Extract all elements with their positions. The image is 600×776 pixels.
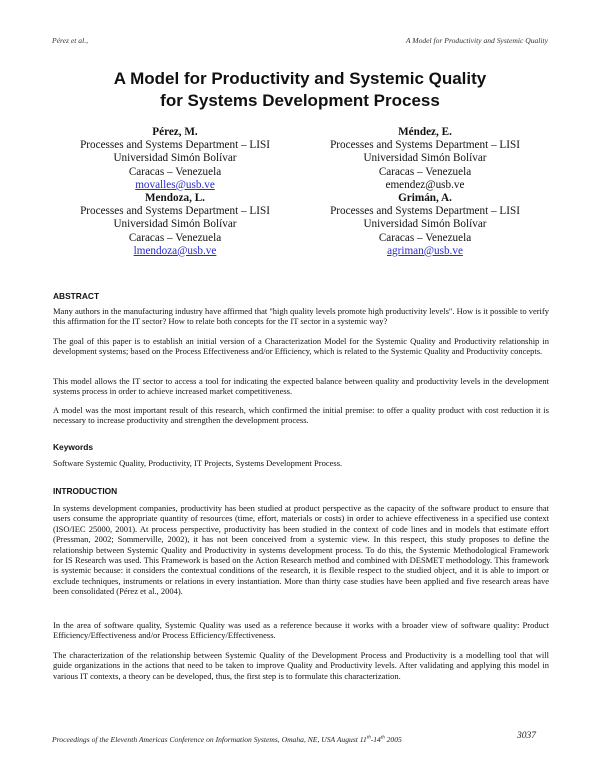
footer-end: 2005	[384, 735, 402, 744]
author-block-mendez	[300, 126, 550, 192]
footer-text: Proceedings of the Eleventh Americas Conference on Information Systems, Omaha, NE, USA August 11	[52, 735, 367, 744]
paper-title-line-2: for Systems Development Process	[160, 91, 440, 110]
abstract-paragraph: Many authors in the manufacturing industry have affirmed that "high quality levels promote high productivity levels". How is it possible to verify this affirmation for the IT sector? How to relate both concepts for the IT sector in a systemic way?	[53, 306, 549, 327]
author-location: Caracas – Venezuela	[378, 231, 472, 244]
abstract-paragraph: The goal of this paper is to establish an initial version of a Characterization Model for the Systemic Quality and Productivity relationship in development systems; based on the Process Effectiveness and/or Efficiency, which is related to the Systemic Quality and Productivity concepts.	[53, 336, 549, 357]
author-university: Universidad Simón Bolívar	[363, 152, 487, 165]
author-name: Mendoza, L.	[145, 192, 205, 204]
author-email-link[interactable]: agriman@usb.ve	[387, 244, 463, 257]
author-department: Processes and Systems Department – LISI	[80, 205, 270, 218]
abstract-heading: ABSTRACT	[53, 291, 100, 301]
proceedings-footer	[52, 735, 402, 744]
page-number: 3037	[517, 731, 536, 741]
author-name: Méndez, E.	[398, 126, 452, 138]
introduction-paragraph: In systems development companies, productivity has been studied at product perspective as the capacity of the software product to ensure that users consume the appropriate quantity of resources (time, effort, materials or costs) in order to achieve effectiveness in a specified use context (ISO/IEC 25000, 2001). At process perspective, productivity has been studied in the context of code lines and in models that estimate effort (Pressman, 2002; Sommerville, 2002), it has not been conceived from a systemic view. In this respect, this study proposes to define the relationship between Systemic Quality and Productivity in systems development process. To do this, the Systemic Methodological Framework for IS Research was used. This Framework is based on the Action Research method and combined with DESMET methodology. This framework is systemic because: it considers the contextual conditions of the research, it is flexible respect to the studied object, and it is able to import or exclude techniques, instruments or relations in every instantiation. More than thirty case studies have been applied and five research areas have been consolidated (Pérez et al., 2004).	[53, 503, 549, 597]
introduction-paragraph: In the area of software quality, Systemic Quality was used as a reference because it works with a broader view of software quality: Product Efficiency/Effectiveness and/or Process Efficiency/Effectiveness.	[53, 620, 549, 641]
author-email: emendez@usb.ve	[385, 178, 465, 191]
running-header-authors: Pérez et al.,	[52, 36, 88, 45]
author-location: Caracas – Venezuela	[128, 231, 222, 244]
author-name: Pérez, M.	[152, 126, 198, 138]
running-header-title: A Model for Productivity and Systemic Quality	[405, 36, 548, 45]
footer-sup-1: th	[366, 735, 371, 741]
author-university: Universidad Simón Bolívar	[113, 218, 237, 231]
introduction-paragraph: The characterization of the relationship between Systemic Quality of the Development Process and Productivity is a modelling tool that will guide organizations in the actions that need to be taken to improve Quality and Productivity levels. After validating and applying this model in various IT contexts, a theory can be developed, thus, the first step is to formulate this characterization.	[53, 650, 549, 681]
author-block-griman	[300, 192, 550, 258]
author-location: Caracas – Venezuela	[128, 165, 222, 178]
author-name: Grimán, A.	[398, 192, 452, 204]
keywords-heading: Keywords	[53, 442, 94, 452]
author-department: Processes and Systems Department – LISI	[330, 139, 520, 152]
author-university: Universidad Simón Bolívar	[113, 152, 237, 165]
running-header	[52, 36, 548, 50]
introduction-heading: INTRODUCTION	[53, 486, 118, 496]
author-email-link[interactable]: lmendoza@usb.ve	[133, 244, 217, 257]
author-block-perez	[50, 126, 300, 192]
paper-title-line-1: A Model for Productivity and Systemic Quality	[113, 69, 487, 88]
abstract-paragraph: This model allows the IT sector to access a tool for indicating the expected balance between quality and productivity levels in the development systems process in order to achieve increased market competitiveness.	[53, 376, 549, 397]
paper-title	[40, 68, 560, 112]
footer-sup-2: th	[380, 735, 385, 741]
author-department: Processes and Systems Department – LISI	[80, 139, 270, 152]
keywords-text: Software Systemic Quality, Productivity, IT Projects, Systems Development Process.	[53, 458, 343, 468]
author-department: Processes and Systems Department – LISI	[330, 205, 520, 218]
author-email-link[interactable]: movalles@usb.ve	[135, 178, 215, 191]
author-location: Caracas – Venezuela	[378, 165, 472, 178]
abstract-paragraph: A model was the most important result of this research, which confirmed the initial premise: to offer a quality product with cost reduction it is necessary to increase productivity and strengthen the development process.	[53, 405, 549, 426]
footer-mid: -14	[370, 735, 381, 744]
author-university: Universidad Simón Bolívar	[363, 218, 487, 231]
author-block-mendoza	[50, 192, 300, 258]
